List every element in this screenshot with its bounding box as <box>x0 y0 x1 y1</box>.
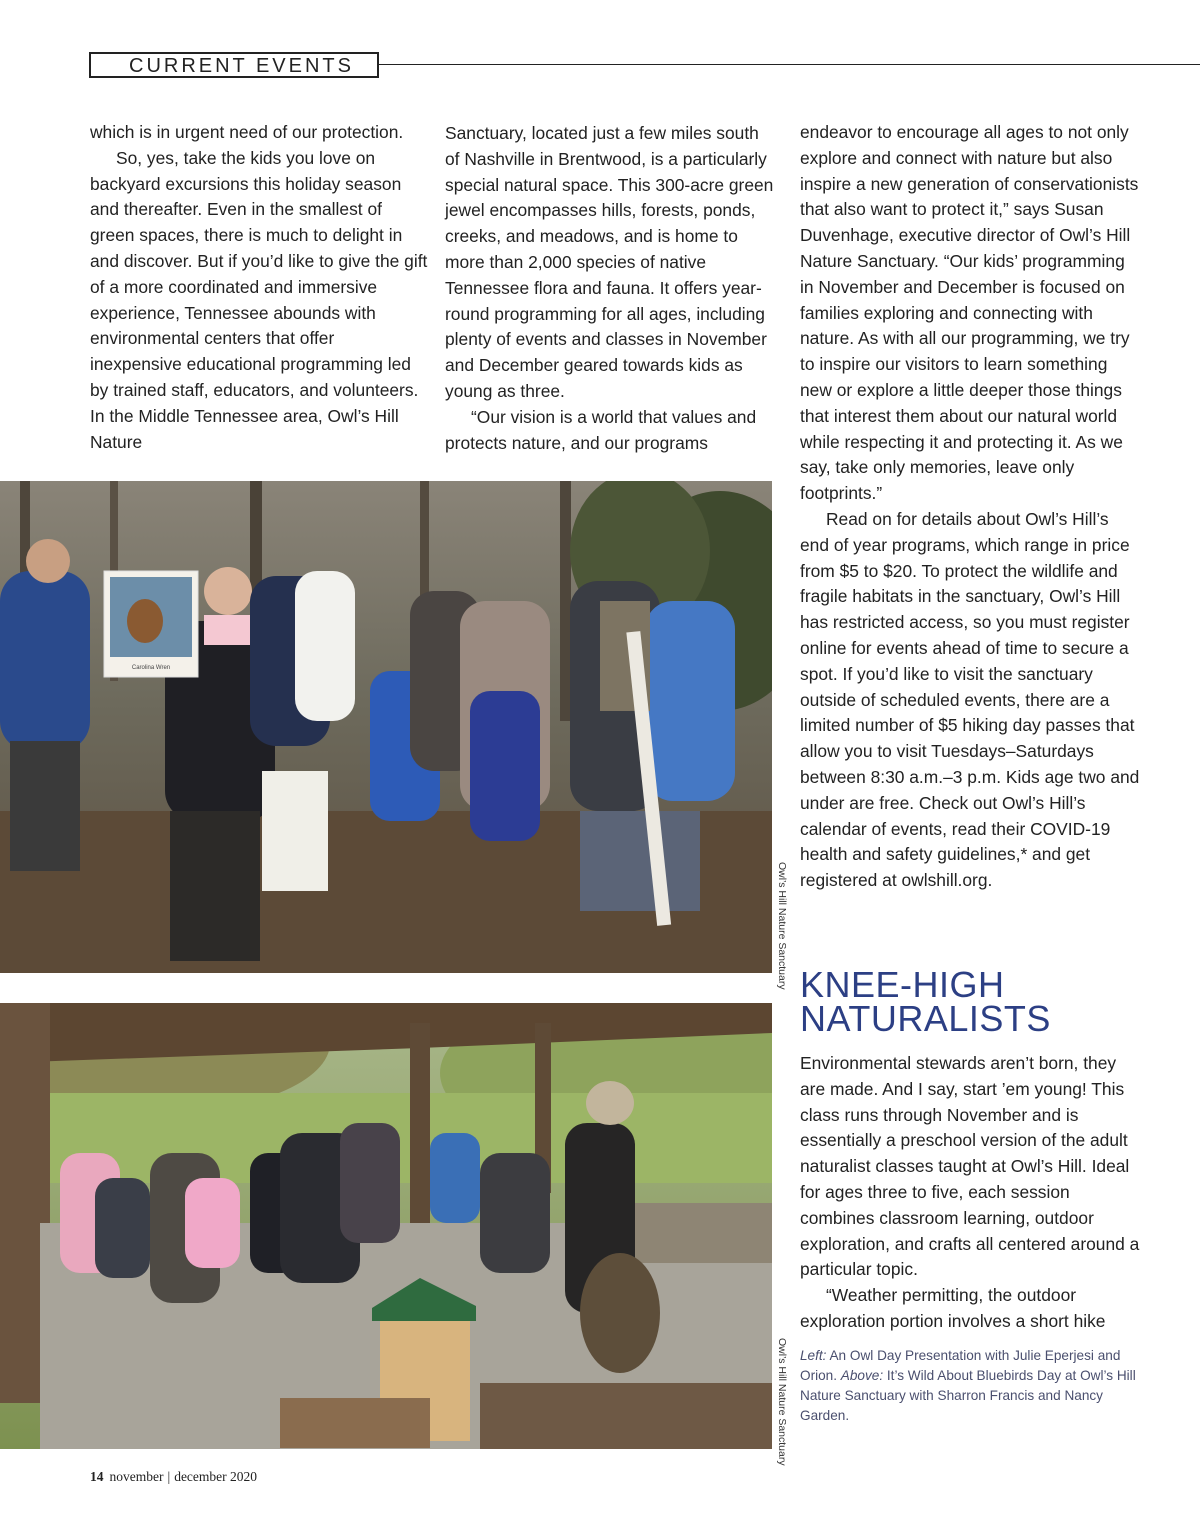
paragraph: which is in urgent need of our protection. <box>90 122 404 142</box>
divider: | <box>167 1469 171 1484</box>
issue-date: december 2020 <box>174 1469 258 1484</box>
article-column-1 <box>90 120 430 455</box>
owl-day-photo <box>0 481 772 973</box>
subhead-line: KNEE-HIGH <box>800 964 1005 1005</box>
paragraph: Sanctuary, located just a few miles south of Nashville in Brentwood, is a particularly special natural space. This 300-acre green jewel encompasses hills, forests, ponds, creeks, and meadows, and is home to more than 2,000 species of native Tennessee flora and fauna. It offers year-round programming for all ages, including plenty of events and classes in November and December geared towards kids as young as three. <box>445 123 774 401</box>
issue-month: november <box>109 1469 164 1484</box>
paragraph: “Our vision is a world that values and protects nature, and our programs <box>445 406 757 453</box>
caption-text: It’s Wild About Bluebirds Day at Owl’s Hill Nature Sanctuary with Sharron Francis and Nancy Garden. <box>800 1368 1136 1423</box>
paragraph: Environmental stewards aren’t born, they are made. And I say, start ’em young! This class runs through November and is essentially a preschool version of the adult naturalist classes taught at Owl’s Hill. Ideal for ages three to five, each session combines classroom learning, outdoor exploration, and crafts all centered around a particular topic. <box>800 1053 1140 1280</box>
paragraph: So, yes, take the kids you love on backyard excursions this holiday season and thereafter. Even in the smallest of green spaces, there is much to delight in and discover. But if you’d like to give the gift of a more coordinated and immersive experience, Tennessee abounds with environmental centers that offer inexpensive educational programming led by trained staff, educators, and volunteers. In the Middle Tennessee area, Owl’s Hill Nature <box>90 147 428 452</box>
photo-credit: Owl’s Hill Nature Sanctuary <box>776 862 788 990</box>
page-number: 14 <box>90 1469 104 1484</box>
section-header <box>89 52 379 78</box>
subhead <box>800 964 1180 1039</box>
page-footer <box>90 1469 257 1485</box>
article-column-3 <box>800 120 1140 894</box>
section-title: CURRENT EVENTS <box>129 55 354 77</box>
bluebirds-day-photo <box>0 1003 772 1449</box>
photo-caption <box>800 1346 1140 1426</box>
header-rule <box>379 64 1200 65</box>
article-column-3b <box>800 1051 1140 1335</box>
paragraph: Read on for details about Owl’s Hill’s end of year programs, which range in price from $5 to $20. To protect the wildlife and fragile habitats in the sanctuary, Owl’s Hill has restricted access, so you must register online for events ahead of time to secure a spot. If you’d like to visit the sanctuary outside of scheduled events, there are a limited number of $5 hiking day passes that allow you to visit Tuesdays–Saturdays between 8:30 a.m.–3 p.m. Kids age two and under are free. Check out Owl’s Hill’s calendar of events, read their COVID-19 health and safety guidelines,* and get registered at owlshill.org. <box>800 508 1140 891</box>
article-column-2 <box>445 121 775 456</box>
subhead-line: NATURALISTS <box>800 998 1051 1039</box>
poster-label: Carolina Wren <box>131 665 171 671</box>
caption-label: Left: <box>800 1348 827 1363</box>
caption-text: An Owl Day Presentation with Julie Eperjesi and Orion. <box>800 1348 1121 1383</box>
paragraph: endeavor to encourage all ages to not only explore and connect with nature but also inspire a new generation of conservationists that also want to protect it,” says Susan Duvenhage, executive director of Owl’s Hill Nature Sanctuary. “Our kids’ programming in November and December is focused on families exploring and connecting with nature. As with all our programming, we try to inspire our visitors to learn something new or explore a little deeper those things that interest them about our natural world while respecting it and protecting it. As we say, take only memories, leave only footprints.” <box>800 122 1139 504</box>
photo-credit: Owl’s Hill Nature Sanctuary <box>776 1338 788 1466</box>
caption-label: Above: <box>840 1368 884 1383</box>
paragraph: “Weather permitting, the outdoor exploration portion involves a short hike <box>800 1285 1106 1331</box>
